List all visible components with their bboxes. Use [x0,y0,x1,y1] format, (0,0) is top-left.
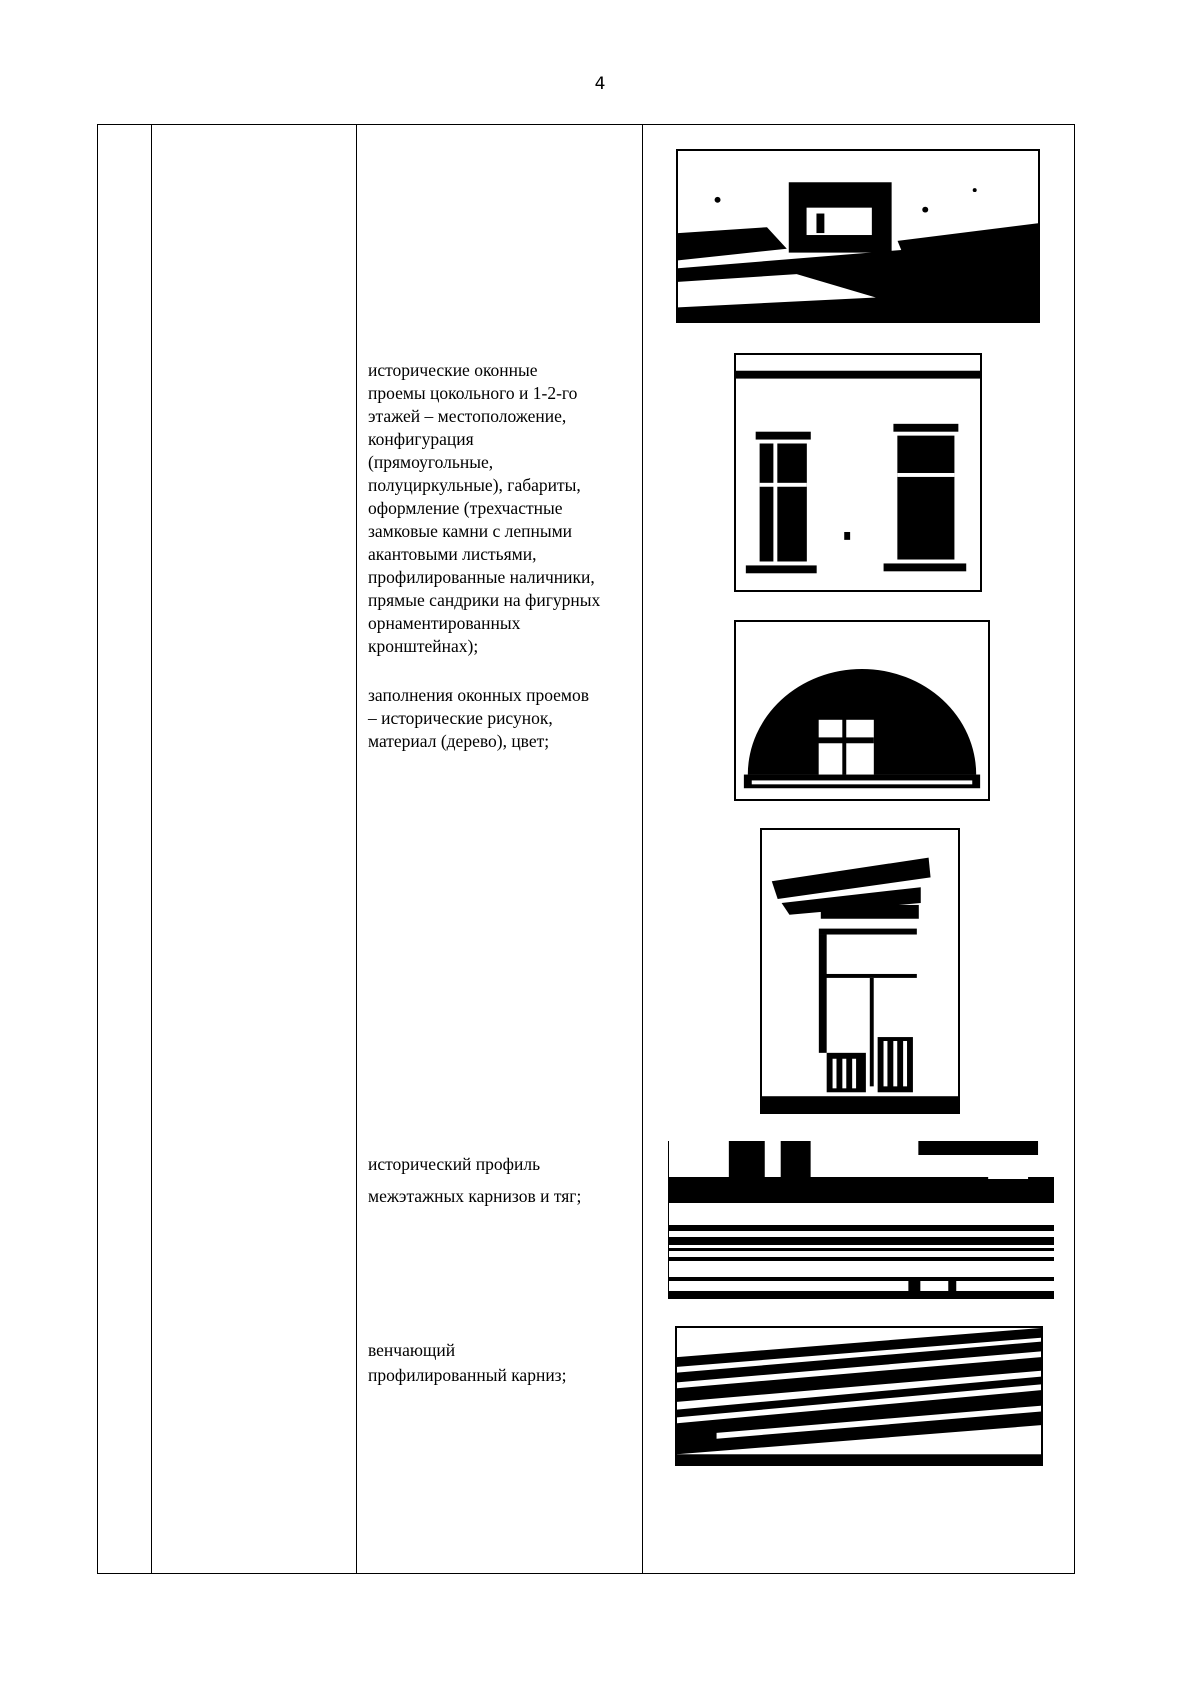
semicircular-window-photo [734,620,990,801]
text-line: кронштейнах); [368,636,479,656]
text-line: акантовыми листьями, [368,544,537,564]
window-sandrik-photo [760,828,960,1114]
text-line: прямые сандрики на фигурных [368,590,601,610]
text-line: орнаментированных [368,613,521,633]
text-line: профилированный карниз; [368,1365,567,1385]
text-line: оформление (трехчастные [368,498,563,518]
text-line: материал (дерево), цвет; [368,731,550,751]
feature-text-window-fill [368,684,631,753]
feature-text-interfloor-cornice [368,1148,631,1212]
facade-windows-photo [734,353,982,592]
text-line: этажей – местоположение, [368,406,567,426]
text-line: исторический профиль [368,1154,541,1174]
text-line: заполнения оконных проемов [368,685,590,705]
interfloor-cornice-photo [668,1141,1054,1299]
text-line: проемы цокольного и 1-2-го [368,383,578,403]
text-line: венчающий [368,1340,456,1360]
feature-text-windows [368,359,631,658]
column-divider-1 [151,125,152,1573]
text-line: полуциркульные), габариты, [368,475,581,495]
text-line: – исторические рисунок, [368,708,553,728]
text-line: (прямоугольные, [368,452,494,472]
text-line: межэтажных карнизов и тяг; [368,1186,582,1206]
text-line: замковые камни с лепными [368,521,573,541]
text-line: исторические оконные [368,360,538,380]
column-divider-3 [642,125,643,1573]
page-number: 4 [594,74,606,94]
crowning-cornice-photo [675,1326,1043,1466]
column-divider-2 [356,125,357,1573]
basement-window-photo [676,149,1040,323]
text-line: профилированные наличники, [368,567,595,587]
feature-text-crowning-cornice [368,1338,631,1388]
text-line: конфигурация [368,429,474,449]
